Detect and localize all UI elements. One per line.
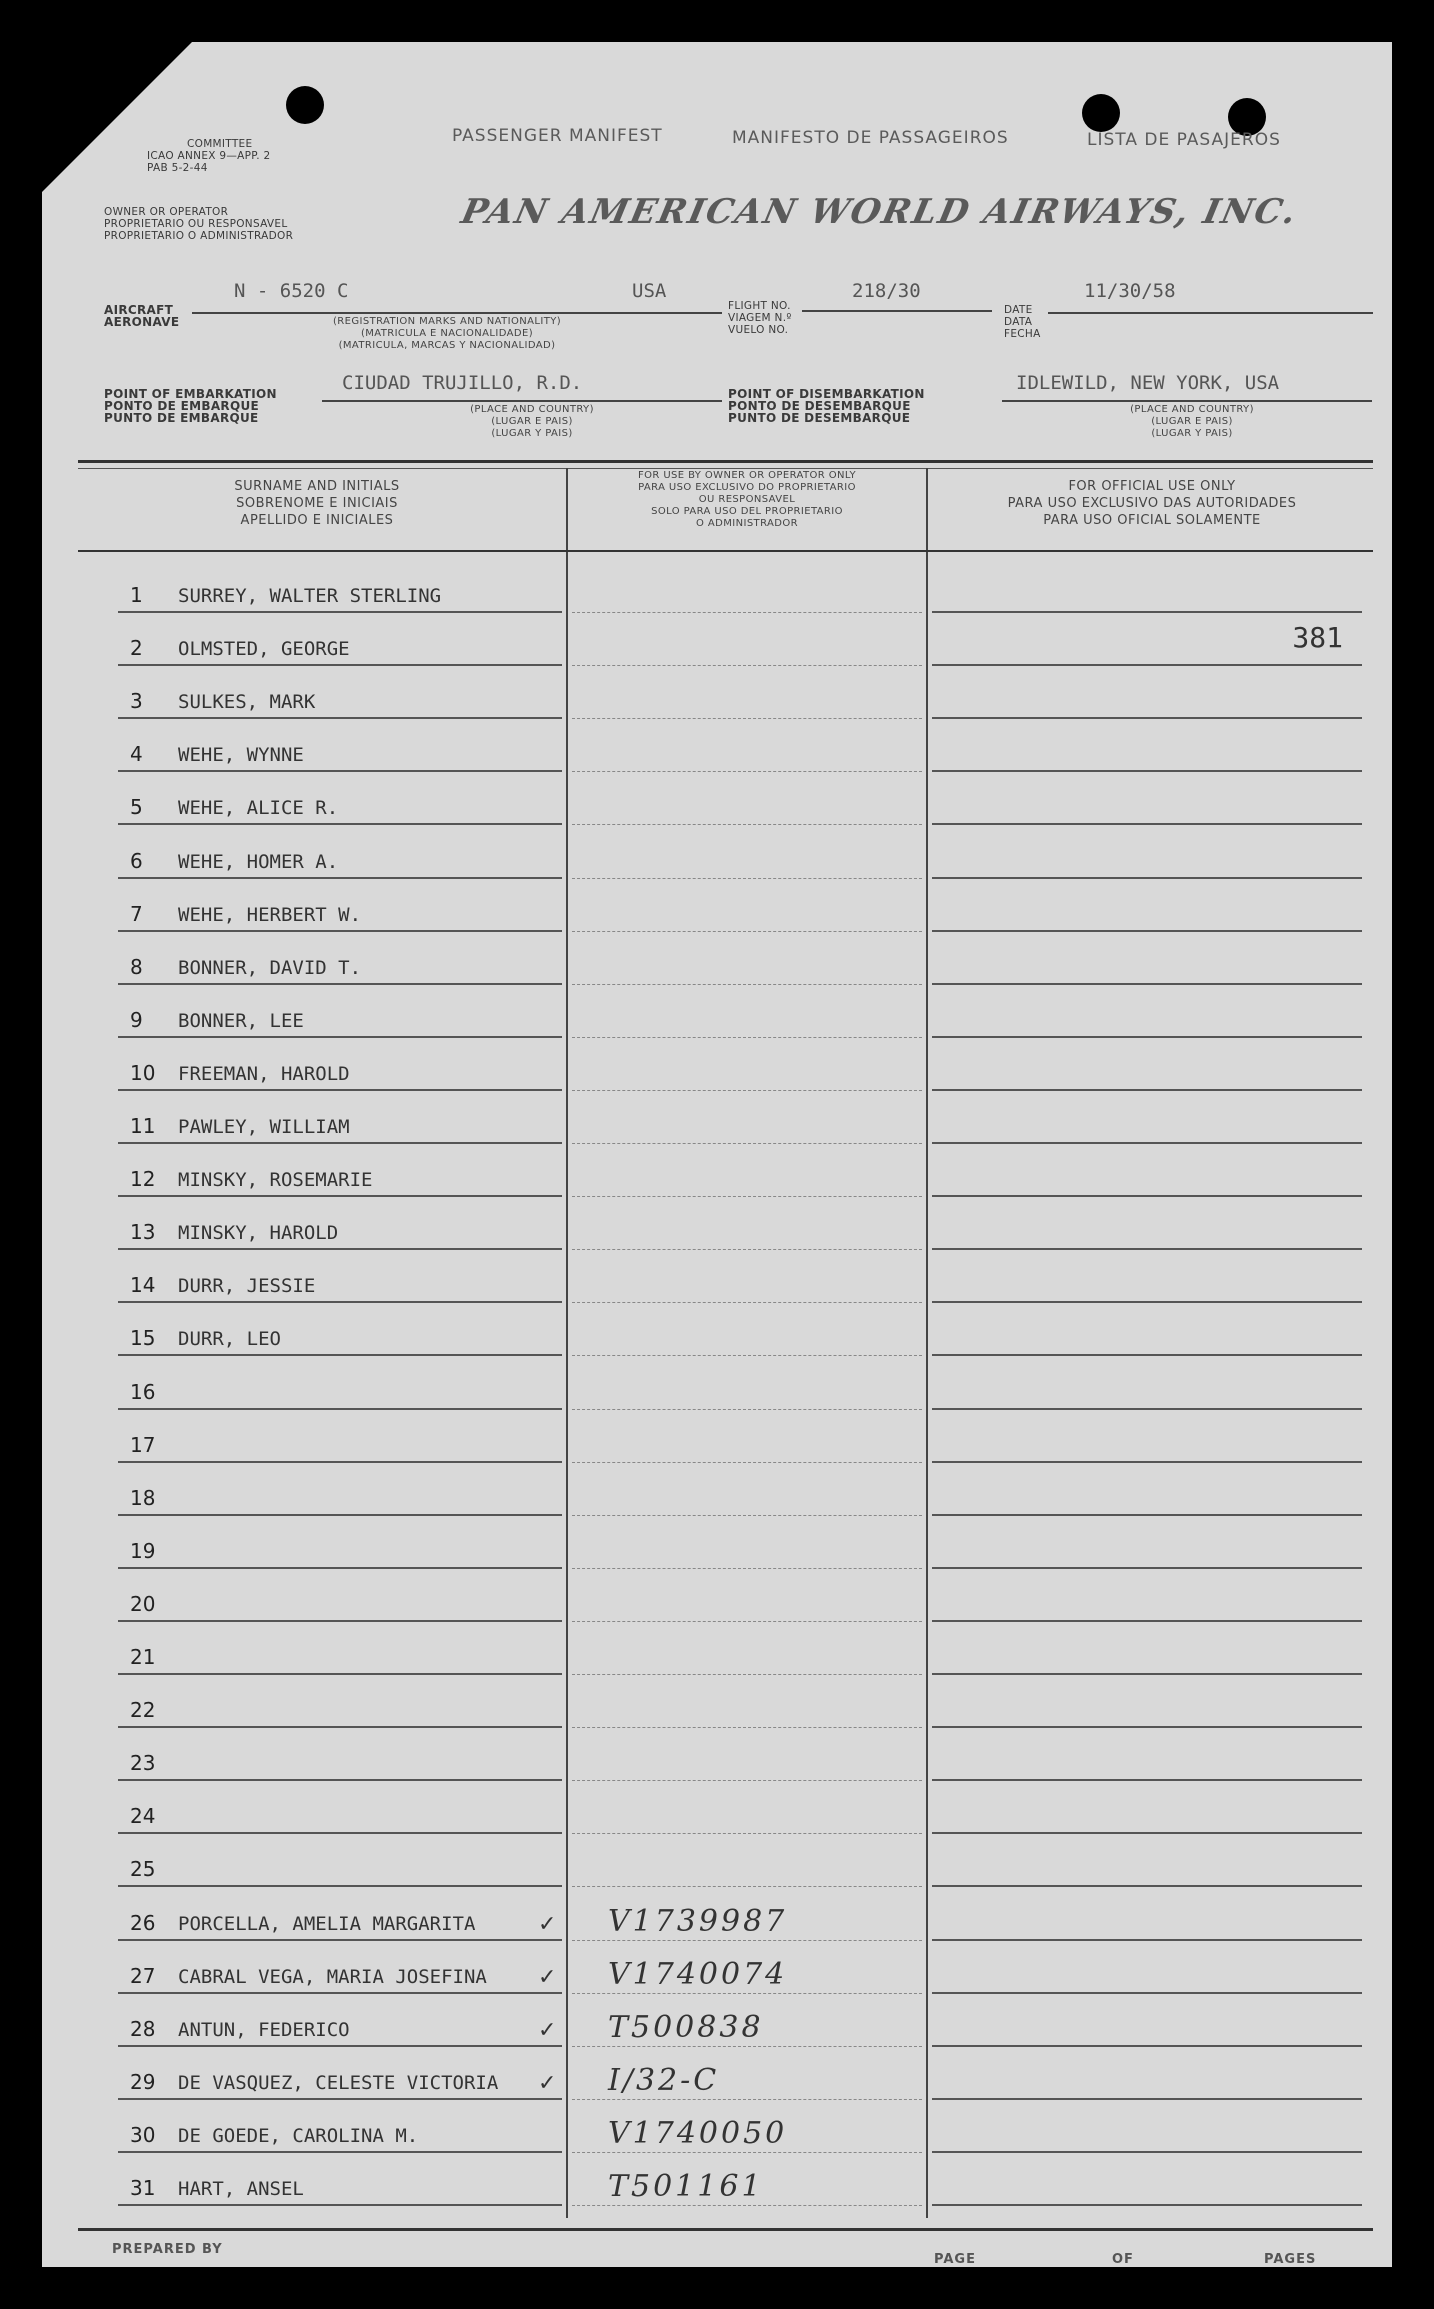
title-en: PASSENGER MANIFEST bbox=[452, 126, 663, 146]
row-number: 22 bbox=[130, 1698, 156, 1723]
column-header-surname bbox=[152, 478, 482, 529]
row-number: 29 bbox=[130, 2069, 156, 2094]
embarkation-sub-line: (PLACE AND COUNTRY) bbox=[470, 404, 594, 415]
table-row bbox=[78, 1144, 1373, 1197]
document-number: V1739987 bbox=[608, 1903, 788, 1939]
check-mark: ✓ bbox=[538, 2070, 557, 2096]
document-number: T501161 bbox=[608, 2169, 764, 2204]
table-row bbox=[78, 719, 1373, 772]
row-number: 13 bbox=[130, 1220, 156, 1245]
owner-label bbox=[104, 206, 293, 242]
table-row bbox=[78, 1463, 1373, 1516]
row-number: 19 bbox=[130, 1538, 156, 1563]
flight-label-line: VUELO NO. bbox=[728, 324, 789, 336]
passenger-name: WEHE, WYNNE bbox=[178, 744, 304, 767]
embarkation-sublabel bbox=[422, 404, 642, 440]
passenger-name: MINSKY, HAROLD bbox=[178, 1222, 339, 1245]
table-row bbox=[78, 1091, 1373, 1144]
column-header-line: PARA USO EXCLUSIVO DO PROPRIETARIO bbox=[638, 482, 856, 493]
row-number: 7 bbox=[130, 901, 143, 926]
embarkation-label-line: PONTO DE EMBARQUE bbox=[104, 399, 259, 413]
passenger-name: WEHE, HERBERT W. bbox=[178, 903, 362, 926]
document-number: T500838 bbox=[608, 2009, 764, 2045]
passenger-name: BONNER, LEE bbox=[178, 1009, 304, 1032]
disembarkation-label-line: PONTO DE DESEMBARQUE bbox=[728, 399, 911, 413]
row-number: 6 bbox=[130, 848, 143, 873]
aircraft-label-line: AIRCRAFT bbox=[104, 303, 174, 317]
passenger-name: DURR, JESSIE bbox=[178, 1275, 316, 1298]
passenger-name: BONNER, DAVID T. bbox=[178, 956, 362, 979]
passenger-name: SURREY, WALTER STERLING bbox=[178, 585, 442, 607]
row-number: 18 bbox=[130, 1485, 156, 1510]
embarkation-label bbox=[104, 388, 277, 424]
row-number: 26 bbox=[130, 1910, 156, 1935]
disembarkation-label-line: PUNTO DE DESEMBARQUE bbox=[728, 411, 911, 425]
embarkation-label-line: POINT OF EMBARKATION bbox=[104, 387, 277, 401]
form-code-line: COMMITTEE bbox=[187, 138, 253, 150]
passenger-name: SULKES, MARK bbox=[178, 691, 316, 714]
check-mark: ✓ bbox=[538, 1911, 557, 1937]
date-label-line: DATA bbox=[1004, 316, 1033, 328]
table-row bbox=[78, 985, 1373, 1038]
row-number: 2 bbox=[130, 636, 143, 661]
aircraft-sub-line: (MATRICULA, MARCAS Y NACIONALIDAD) bbox=[338, 340, 556, 351]
row-number: 24 bbox=[130, 1804, 156, 1829]
flight-date: 11/30/58 bbox=[1084, 280, 1176, 302]
embarkation-sub-line: (LUGAR E PAIS) bbox=[491, 416, 573, 427]
disembarkation-place: IDLEWILD, NEW YORK, USA bbox=[1016, 372, 1280, 394]
table-row bbox=[78, 1994, 1373, 2047]
row-number: 12 bbox=[130, 1167, 156, 1192]
passenger-name: MINSKY, ROSEMARIE bbox=[178, 1169, 373, 1192]
passenger-name: WEHE, ALICE R. bbox=[178, 797, 339, 820]
table-row bbox=[78, 1038, 1373, 1091]
embarkation-label-line: PUNTO DE EMBARQUE bbox=[104, 411, 259, 425]
row-number: 23 bbox=[130, 1751, 156, 1776]
table-row bbox=[78, 2100, 1373, 2153]
passenger-name: PORCELLA, AMELIA MARGARITA bbox=[178, 1912, 476, 1935]
column-header-line: FOR OFFICIAL USE ONLY bbox=[1068, 479, 1236, 494]
table-row bbox=[78, 932, 1373, 985]
table-row bbox=[78, 1357, 1373, 1410]
row-number: 11 bbox=[130, 1114, 156, 1138]
row-number: 8 bbox=[130, 954, 143, 979]
column-header-line: O ADMINISTRADOR bbox=[696, 518, 798, 529]
owner-label-line: PROPRIETARIO O ADMINISTRADOR bbox=[104, 230, 294, 242]
aircraft-label bbox=[104, 304, 179, 328]
company-name: PAN AMERICAN WORLD AIRWAYS, INC. bbox=[457, 192, 1302, 232]
passenger-name: DE GOEDE, CAROLINA M. bbox=[178, 2124, 419, 2147]
embarkation-place: CIUDAD TRUJILLO, R.D. bbox=[342, 372, 583, 394]
row-number: 3 bbox=[130, 689, 143, 714]
row-number: 16 bbox=[130, 1379, 156, 1404]
row-number: 4 bbox=[130, 742, 143, 767]
disembarkation-sub-line: (PLACE AND COUNTRY) bbox=[1130, 404, 1254, 415]
passenger-name: PAWLEY, WILLIAM bbox=[178, 1116, 350, 1138]
row-number: 9 bbox=[130, 1007, 143, 1032]
column-header-line: PARA USO EXCLUSIVO DAS AUTORIDADES bbox=[1007, 496, 1297, 511]
document-number: I/32-C bbox=[608, 2062, 720, 2098]
pages-label: PAGES bbox=[1264, 2252, 1317, 2267]
table-row bbox=[78, 1675, 1373, 1728]
column-header-line: PARA USO OFICIAL SOLAMENTE bbox=[1043, 513, 1261, 528]
table-row bbox=[78, 1410, 1373, 1463]
embarkation-sub-line: (LUGAR Y PAIS) bbox=[491, 428, 573, 439]
disembarkation-label bbox=[728, 388, 925, 424]
official-note: 381 bbox=[1292, 621, 1343, 655]
passenger-name: CABRAL VEGA, MARIA JOSEFINA bbox=[178, 1965, 487, 1988]
passenger-name: FREEMAN, HAROLD bbox=[178, 1062, 350, 1085]
aircraft-registration: N - 6520 C bbox=[234, 280, 349, 302]
row-number: 1 bbox=[130, 583, 143, 607]
column-header-official bbox=[942, 478, 1362, 529]
title-es: LISTA DE PASAJEROS bbox=[1087, 130, 1281, 150]
passenger-name: DE VASQUEZ, CELESTE VICTORIA bbox=[178, 2071, 499, 2094]
title-pt: MANIFESTO DE PASSAGEIROS bbox=[732, 128, 1009, 148]
table-row bbox=[78, 666, 1373, 719]
disembarkation-sublabel bbox=[1082, 404, 1302, 440]
date-label-line: DATE bbox=[1004, 304, 1033, 316]
column-header-line: OU RESPONSAVEL bbox=[698, 494, 796, 505]
row-number: 25 bbox=[130, 1857, 156, 1882]
table-row bbox=[78, 772, 1373, 825]
manifest-sheet bbox=[42, 42, 1392, 2267]
table-row bbox=[78, 1303, 1373, 1356]
table-row bbox=[78, 560, 1373, 613]
aircraft-nationality: USA bbox=[632, 280, 667, 302]
row-number: 28 bbox=[130, 2016, 156, 2041]
passenger-name: ANTUN, FEDERICO bbox=[178, 2018, 350, 2041]
row-number: 10 bbox=[130, 1060, 156, 1085]
passenger-name: OLMSTED, GEORGE bbox=[178, 638, 350, 661]
row-number: 30 bbox=[130, 2122, 156, 2147]
column-header-line: APELLIDO E INICIALES bbox=[240, 513, 394, 528]
table-row bbox=[78, 1569, 1373, 1622]
aircraft-sub-line: (MATRICULA E NACIONALIDADE) bbox=[360, 328, 534, 339]
aircraft-label-line: AERONAVE bbox=[104, 315, 180, 329]
flight-number: 218/30 bbox=[852, 280, 921, 302]
table-row bbox=[78, 1622, 1373, 1675]
row-number: 27 bbox=[130, 1963, 156, 1988]
table-row bbox=[78, 826, 1373, 879]
table-row bbox=[78, 613, 1373, 666]
column-header-owner-use bbox=[582, 470, 912, 530]
of-label: OF bbox=[1112, 2252, 1134, 2267]
table-row bbox=[78, 1941, 1373, 1994]
page-label: PAGE bbox=[934, 2252, 976, 2267]
row-number: 15 bbox=[130, 1326, 156, 1351]
column-header-line: SURNAME AND INITIALS bbox=[234, 479, 400, 494]
row-number: 14 bbox=[130, 1273, 156, 1298]
document-number: V1740074 bbox=[608, 1956, 788, 1992]
passenger-name: HART, ANSEL bbox=[178, 2178, 304, 2200]
aircraft-sublabel bbox=[292, 316, 602, 352]
column-header-line: FOR USE BY OWNER OR OPERATOR ONLY bbox=[637, 470, 857, 481]
passenger-name: DURR, LEO bbox=[178, 1328, 281, 1351]
table-row bbox=[78, 2047, 1373, 2100]
table-row bbox=[78, 1728, 1373, 1781]
flight-label-line: VIAGEM N.º bbox=[728, 312, 792, 324]
aircraft-sub-line: (REGISTRATION MARKS AND NATIONALITY) bbox=[332, 316, 562, 327]
owner-label-line: OWNER OR OPERATOR bbox=[104, 206, 229, 218]
date-label bbox=[1004, 304, 1041, 340]
flight-label-line: FLIGHT NO. bbox=[728, 300, 791, 312]
owner-label-line: PROPRIETARIO OU RESPONSAVEL bbox=[104, 218, 288, 230]
row-number: 21 bbox=[130, 1645, 156, 1669]
row-number: 20 bbox=[130, 1591, 156, 1616]
punch-hole bbox=[1082, 94, 1120, 132]
row-number: 17 bbox=[130, 1432, 156, 1457]
table-row bbox=[78, 1197, 1373, 1250]
disembarkation-label-line: POINT OF DISEMBARKATION bbox=[728, 387, 925, 401]
form-code bbox=[147, 138, 271, 174]
table-row bbox=[78, 879, 1373, 932]
punch-hole bbox=[286, 86, 324, 124]
form-code-line: ICAO ANNEX 9—APP. 2 bbox=[147, 150, 271, 162]
passenger-name: WEHE, HOMER A. bbox=[178, 850, 339, 873]
column-header-line: SOBRENOME E INICIAIS bbox=[236, 496, 398, 511]
disembarkation-sub-line: (LUGAR Y PAIS) bbox=[1151, 428, 1233, 439]
table-row bbox=[78, 1516, 1373, 1569]
table-row bbox=[78, 1781, 1373, 1834]
table-row bbox=[78, 1250, 1373, 1303]
date-label-line: FECHA bbox=[1004, 328, 1041, 340]
column-header-line: SOLO PARA USO DEL PROPRIETARIO bbox=[651, 506, 843, 517]
disembarkation-sub-line: (LUGAR E PAIS) bbox=[1151, 416, 1233, 427]
form-code-line: PAB 5-2-44 bbox=[147, 162, 208, 174]
check-mark: ✓ bbox=[538, 1964, 557, 1990]
table-row bbox=[78, 1888, 1373, 1941]
table-row bbox=[78, 1834, 1373, 1887]
document-number: V1740050 bbox=[608, 2115, 788, 2151]
table-row bbox=[78, 2153, 1373, 2206]
check-mark: ✓ bbox=[538, 2017, 557, 2043]
flight-label bbox=[728, 300, 792, 336]
row-number: 5 bbox=[130, 795, 143, 820]
prepared-by-label: PREPARED BY bbox=[112, 2242, 223, 2257]
row-number: 31 bbox=[130, 2176, 156, 2200]
